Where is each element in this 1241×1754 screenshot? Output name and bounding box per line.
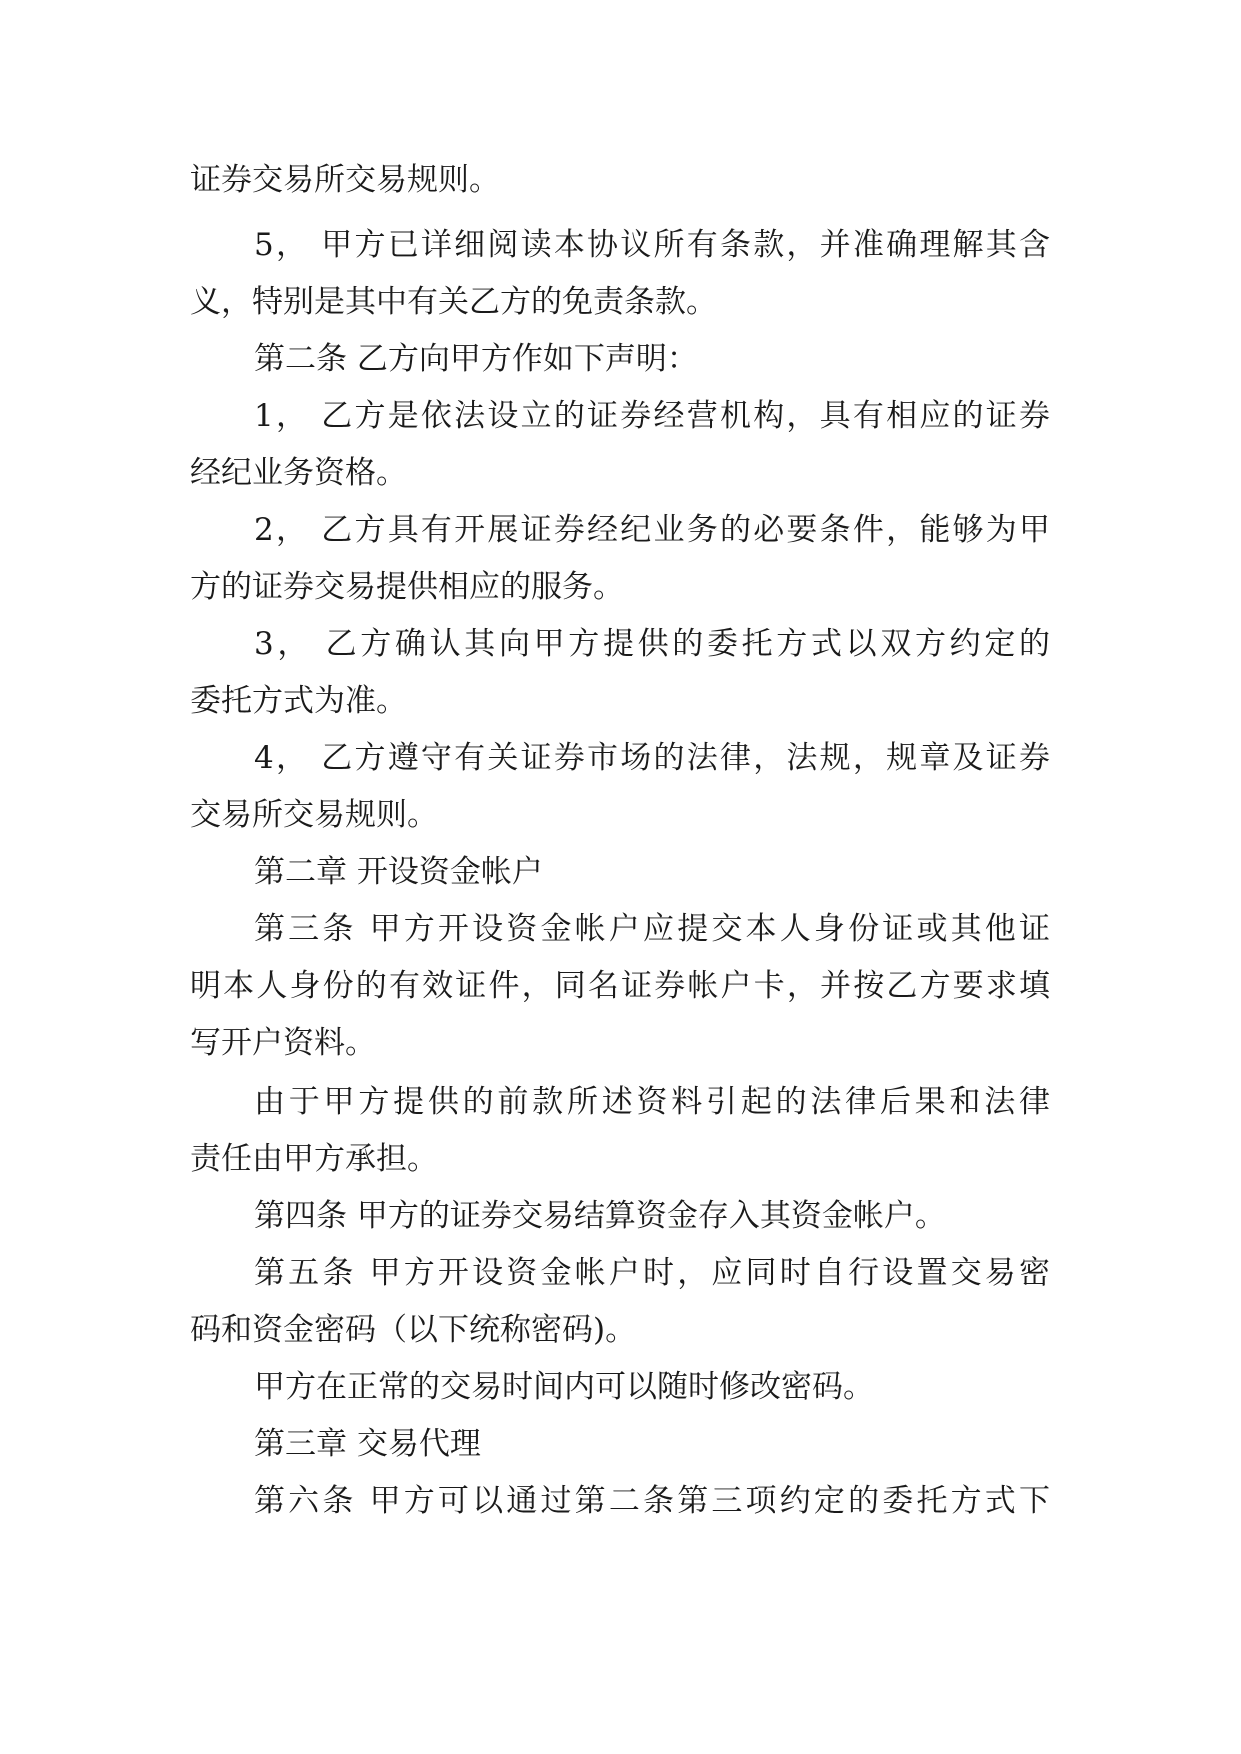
chapter-heading: 第二章 开设资金帐户 — [254, 854, 543, 890]
text-line: 委托方式为准。 — [190, 683, 407, 719]
text-line: 由于甲方提供的前款所述资料引起的法律后果和法律 — [254, 1084, 1050, 1120]
text-line: 明本人身份的有效证件，同名证券帐户卡，并按乙方要求填 — [190, 968, 1050, 1004]
text-line: 责任由甲方承担。 — [190, 1141, 438, 1177]
text-line: 方的证券交易提供相应的服务。 — [190, 569, 624, 605]
text-line: 交易所交易规则。 — [190, 797, 438, 833]
text-line: 写开户资料。 — [190, 1025, 376, 1061]
text-line: 经纪业务资格。 — [190, 455, 407, 491]
text-line: 第六条 甲方可以通过第二条第三项约定的委托方式下 — [254, 1483, 1050, 1519]
text-line: 第四条 甲方的证券交易结算资金存入其资金帐户。 — [254, 1198, 946, 1234]
text-line: 义，特别是其中有关乙方的免责条款。 — [190, 284, 717, 320]
chapter-heading: 第三章 交易代理 — [254, 1426, 481, 1462]
section-heading: 第二条 乙方向甲方作如下声明： — [254, 341, 698, 377]
text-line: 1， 乙方是依法设立的证券经营机构，具有相应的证券 — [254, 398, 1050, 434]
text-line: 证券交易所交易规则。 — [190, 162, 500, 198]
text-line: 码和资金密码（以下统称密码)。 — [190, 1312, 637, 1348]
text-line: 第三条 甲方开设资金帐户应提交本人身份证或其他证 — [254, 911, 1050, 947]
text-line: 甲方在正常的交易时间内可以随时修改密码。 — [254, 1369, 874, 1405]
text-line: 2， 乙方具有开展证券经纪业务的必要条件，能够为甲 — [254, 512, 1050, 548]
text-line: 第五条 甲方开设资金帐户时，应同时自行设置交易密 — [254, 1255, 1050, 1291]
text-line: 5， 甲方已详细阅读本协议所有条款，并准确理解其含 — [254, 227, 1050, 263]
text-line: 4， 乙方遵守有关证券市场的法律，法规，规章及证券 — [254, 740, 1050, 776]
text-line: 3， 乙方确认其向甲方提供的委托方式以双方约定的 — [254, 626, 1050, 662]
